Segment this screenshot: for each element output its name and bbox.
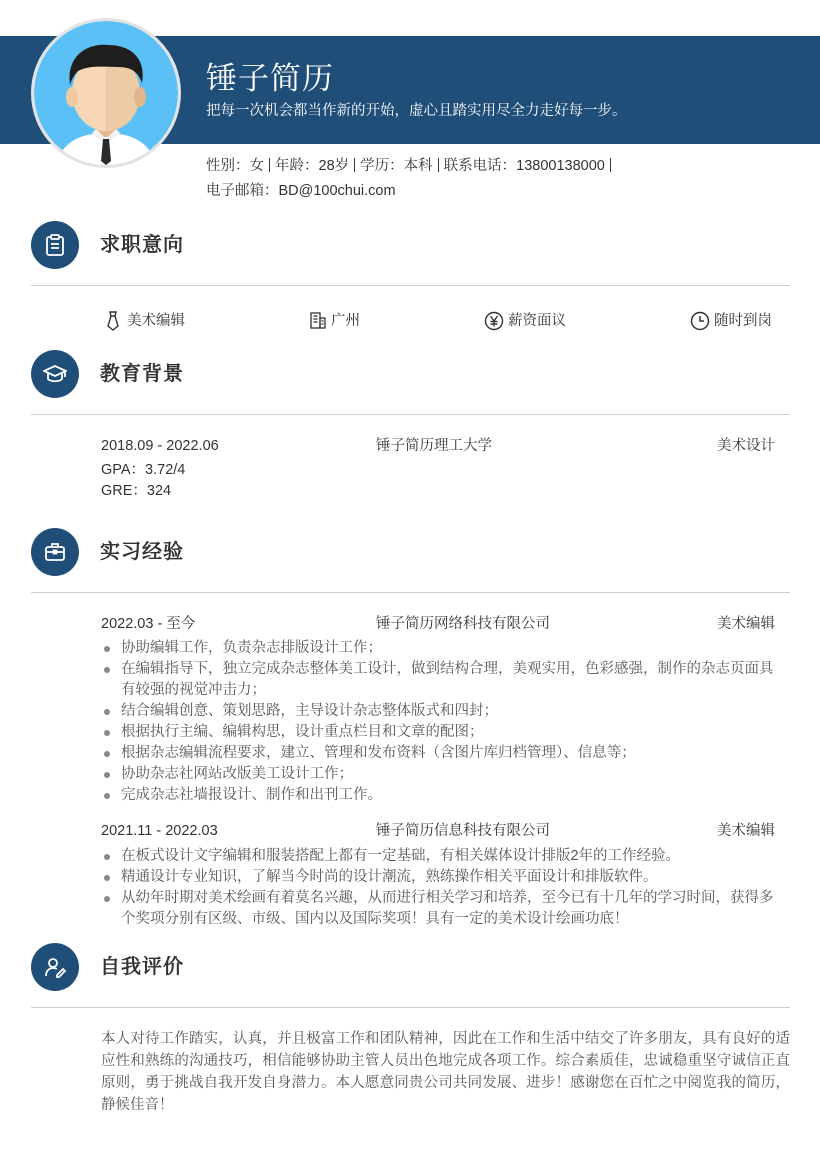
- section-job-intent: [31, 221, 790, 287]
- list-item: 从幼年时期对美术绘画有着莫名兴趣，从而进行相关学习和培养，至今已有十几年的学习时间，获得多个奖项分别有区级、市级、国内以及国际奖项！具有一定的美术设计绘画功底！: [101, 888, 787, 930]
- experience-duties: [101, 638, 787, 806]
- education-major: 美术设计: [717, 438, 775, 454]
- yen-icon: [484, 311, 504, 331]
- user-edit-icon: [31, 943, 79, 991]
- list-item: 精通设计专业知识，了解当今时尚的设计潮流，熟练操作相关平面设计和排版软件。: [101, 867, 787, 888]
- section-title: 教育背景: [100, 363, 184, 385]
- section-education: [31, 350, 790, 416]
- tagline: 把每一次机会都当作新的开始，虚心且踏实用尽全力走好每一步。: [206, 103, 627, 119]
- avatar: [31, 18, 181, 168]
- section-divider: [31, 1007, 790, 1008]
- section-divider: [31, 285, 790, 286]
- section-self-evaluation: [31, 943, 790, 1009]
- info-email: 电子邮箱：BD@100chui.com: [206, 183, 396, 199]
- experience-period: 2021.11 - 2022.03: [101, 823, 218, 839]
- intent-availability-text: 随时到岗: [714, 313, 772, 329]
- section-divider: [31, 414, 790, 415]
- clock-icon: [690, 311, 710, 331]
- info-separator: [438, 158, 439, 172]
- experience-duties: [101, 846, 787, 930]
- clipboard-icon: [31, 221, 79, 269]
- info-separator: [354, 158, 355, 172]
- resume-name: 锤子简历: [206, 61, 334, 96]
- list-item: 结合编辑创意、策划思路，主导设计杂志整体版式和四封；: [101, 701, 787, 722]
- experience-row: [101, 613, 775, 635]
- briefcase-icon: [31, 528, 79, 576]
- building-icon: [309, 311, 327, 329]
- experience-company: 锤子简历信息科技有限公司: [376, 823, 550, 839]
- self-evaluation-text: 本人对待工作踏实，认真，并且极富工作和团队精神，因此在工作和生活中结交了许多朋友，具有良好的适应性和熟练的沟通技巧，相信能够协助主管人员出色地完成各项工作。综合素质佳，忠诚稳重坚守诚信正直原则，勇于挑战自我开发自身潜力。本人愿意同贵公司共同发展、进步！感谢您在百忙之中阅览我的简历，静候佳音！: [101, 1031, 790, 1113]
- info-separator: [269, 158, 270, 172]
- intent-salary-text: 薪资面议: [508, 313, 566, 329]
- education-school: 锤子简历理工大学: [376, 438, 492, 454]
- list-item: 根据杂志编辑流程要求，建立、管理和发布资料（含图片库归档管理）、信息等；: [101, 743, 787, 764]
- info-age: 年龄：28岁: [275, 158, 350, 174]
- list-item: 协助编辑工作，负责杂志排版设计工作；: [101, 638, 787, 659]
- section-experience: [31, 528, 790, 594]
- education-gpa: GPA：3.72/4: [101, 462, 186, 478]
- section-title: 实习经验: [100, 541, 184, 563]
- experience-role: 美术编辑: [717, 823, 775, 839]
- list-item: 在编辑指导下，独立完成杂志整体美工设计，做到结构合理，美观实用，色彩感强，制作的杂志页面具有较强的视觉冲击力；: [101, 659, 787, 701]
- tie-icon: [105, 311, 121, 331]
- info-phone: 联系电话：13800138000: [443, 158, 605, 174]
- experience-period: 2022.03 - 至今: [101, 616, 196, 632]
- list-item: 根据执行主编、编辑构思，设计重点栏目和文章的配图；: [101, 722, 787, 743]
- education-period: 2018.09 - 2022.06: [101, 438, 219, 454]
- experience-company: 锤子简历网络科技有限公司: [376, 616, 550, 632]
- info-degree: 学历：本科: [360, 158, 433, 174]
- info-gender: 性别：女: [206, 158, 264, 174]
- basic-info: [206, 155, 616, 177]
- education-gre: GRE：324: [101, 483, 172, 499]
- info-separator: [610, 158, 611, 172]
- intent-city-text: 广州: [331, 313, 360, 329]
- graduation-cap-icon: [31, 350, 79, 398]
- list-item: 完成杂志社墙报设计、制作和出刊工作。: [101, 785, 787, 806]
- list-item: 在板式设计文字编辑和服装搭配上都有一定基础，有相关媒体设计排版2年的工作经验。: [101, 846, 787, 867]
- section-divider: [31, 592, 790, 593]
- experience-row: [101, 820, 775, 842]
- education-row: [101, 435, 775, 457]
- section-title: 求职意向: [100, 234, 184, 256]
- section-title: 自我评价: [100, 956, 184, 978]
- intent-position-text: 美术编辑: [127, 313, 185, 329]
- experience-role: 美术编辑: [717, 616, 775, 632]
- list-item: 协助杂志社网站改版美工设计工作；: [101, 764, 787, 785]
